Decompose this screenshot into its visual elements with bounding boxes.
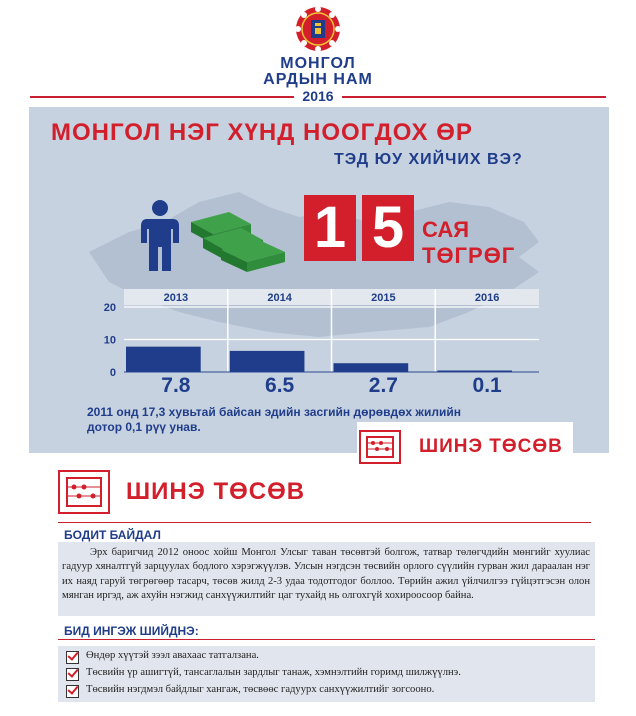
abacus-icon — [359, 430, 401, 464]
chart-caption: 2011 онд 17,3 хувьтай байсан эдийн засгийн дөрөвдөх жилийн дотор 0,1 рүү унав. — [87, 405, 461, 434]
x-category-label: 2015 — [371, 292, 396, 304]
debt-digit-2: 5 — [362, 195, 414, 261]
y-tick-label: 20 — [103, 302, 116, 314]
debt-unit-line1: САЯ — [422, 217, 470, 242]
bar-value-label: 0.1 — [472, 374, 502, 397]
checkbox-icon — [66, 668, 79, 681]
party-name-line1: МОНГОЛ — [280, 55, 356, 72]
reality-section-text: Эрх баригчид 2012 оноос хойш Монгол Улсыг таван төсөвтэй болгож, татвар төлөгчдийн мөнгийг хуулиас гадуур хяналтгүй зарцуулах бодлого хэрэгжүүлэв. Улсын нэгдсэн төсвийн орлого сүүлийн гурван жил дараалан нэг их наяд гаруй төгрөгөөр тасарч, төсөв жилд 2-3 удаа тодотгодог боллоо. Төрийн ажил үйлчилгээ гүйцэтгэсэн олон мянган иргэд, аж ахуйн нэгжид санхүүжилтийг цаг тухайд нь олгохгүй хохироосоор байна. — [62, 547, 590, 601]
debt-unit-line2: ТӨГРӨГ — [422, 243, 516, 268]
chart-bar — [334, 363, 409, 372]
bar-value-label: 2.7 — [368, 374, 398, 397]
party-emblem-icon — [294, 5, 342, 53]
x-category-label: 2013 — [163, 292, 189, 304]
reality-section-title: БОДИТ БАЙДАЛ — [64, 528, 161, 542]
list-item — [66, 650, 594, 665]
solution-section-title: БИД ИНГЭЖ ШИЙДНЭ: — [64, 624, 199, 638]
debt-digit-1: 1 — [304, 195, 356, 261]
bullet-text: Төсвийн нэгдмэл байдлыг хангаж, төсвөөс гадуурх санхүүжилтийг зогсооно. — [86, 684, 435, 695]
title-divider — [58, 522, 591, 523]
new-budget-badge-small — [357, 422, 573, 465]
party-year: 2016 — [0, 88, 636, 104]
list-item — [66, 667, 594, 682]
y-tick-label: 10 — [103, 334, 116, 347]
debt-infographic — [29, 107, 609, 453]
party-header — [0, 0, 636, 106]
x-category-label: 2016 — [474, 292, 500, 304]
list-item — [66, 684, 594, 699]
policy-document — [0, 464, 636, 716]
party-name-line2: АРДЫН НАМ — [263, 71, 373, 88]
new-budget-label-small: ШИНЭ ТӨСӨВ — [419, 436, 563, 457]
checkbox-icon — [66, 651, 79, 664]
growth-bar-chart — [29, 107, 609, 453]
chart-bar — [230, 351, 305, 372]
abacus-icon — [58, 470, 110, 514]
infographic-subheadline: ТЭД ЮУ ХИЙЧИХ ВЭ? — [334, 151, 523, 168]
solution-divider — [58, 639, 595, 640]
y-tick-label: 0 — [109, 367, 116, 379]
bar-value-label: 7.8 — [161, 374, 191, 397]
checkbox-icon — [66, 685, 79, 698]
bar-value-label: 6.5 — [265, 374, 295, 397]
new-budget-title: ШИНЭ ТӨСӨВ — [126, 478, 306, 505]
bullet-text: Төсвийн үр ашигтүй, тансаглалын зардлыг танаж, хэмнэлтийн горимд шилжүүлнэ. — [86, 667, 461, 678]
bullet-text: Өндөр хүүтэй зээл авахаас татгалзана. — [86, 650, 259, 661]
x-category-label: 2014 — [267, 292, 292, 304]
infographic-headline: МОНГОЛ НЭГ ХҮНД НООГДОХ ӨР — [51, 119, 473, 146]
chart-bar — [126, 347, 201, 372]
